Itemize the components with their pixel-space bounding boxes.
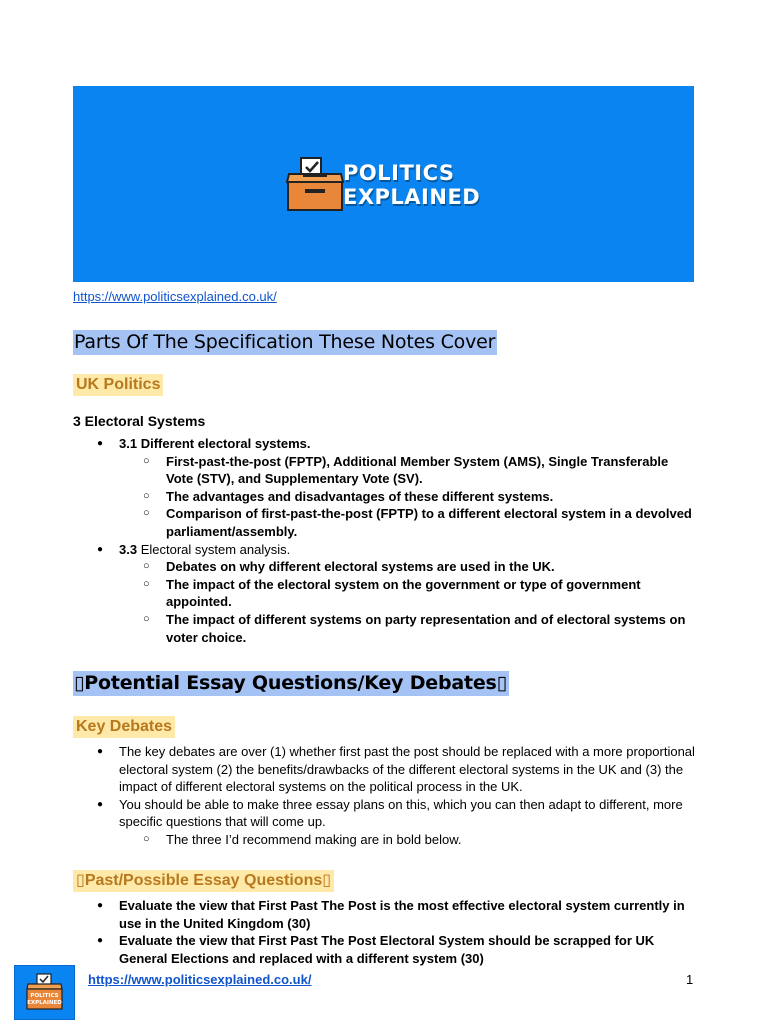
list-item: ● The key debates are over (1) whether first past the post should be replaced with a more proportional electoral system (2) the benefits/drawbacks of the different electoral systems in the UK and (3) the impact of different electoral systems on the political process in the UK.: [73, 743, 703, 796]
list-item: ● Evaluate the view that First Past The Post Electoral System should be scrapped for UK General Elections and replaced with a different system (30): [73, 932, 693, 967]
svg-text:POLITICS: POLITICS: [30, 993, 59, 999]
key-debates-subheading: Key Debates: [73, 716, 175, 738]
brand-logo: [343, 161, 480, 209]
list-item: ● Evaluate the view that First Past The Post is the most effective electoral system currently in use in the United Kingdom (30): [73, 897, 693, 932]
svg-text:EXPLAINED: EXPLAINED: [27, 1000, 62, 1006]
spec-heading: Parts Of The Specification These Notes Cover: [74, 331, 496, 353]
essay-questions-list: [73, 897, 693, 967]
top-website-link[interactable]: https://www.politicsexplained.co.uk/: [73, 289, 277, 304]
footer-website-link[interactable]: https://www.politicsexplained.co.uk/: [88, 972, 312, 987]
ballot-box-icon: [285, 156, 345, 212]
list-item: ○ The three I’d recommend making are in bold below.: [73, 831, 703, 849]
list-item: ○ The impact of different systems on party representation and of electoral systems on voter choice.: [73, 611, 693, 646]
list-item: ○ Comparison of first-past-the-post (FPTP) to a different electoral system in a devolved parliament/assembly.: [73, 505, 693, 540]
logo-line-1: POLITICS: [343, 161, 455, 185]
list-item: ● You should be able to make three essay plans on this, which you can then adapt to different, more specific questions that will come up.: [73, 796, 703, 831]
footer-logo: [14, 965, 75, 1020]
list-item: ● 3.1 Different electoral systems.: [73, 435, 693, 453]
essay-heading: ▯Potential Essay Questions/Key Debates▯: [74, 672, 507, 694]
section-title: 3 Electoral Systems: [73, 413, 206, 429]
uk-politics-subheading: UK Politics: [73, 374, 163, 396]
header-banner: [73, 86, 694, 282]
logo-line-2: EXPLAINED: [343, 185, 481, 209]
key-debates-list: [73, 743, 703, 849]
spec-list: [73, 435, 693, 646]
ballot-box-icon: [15, 966, 74, 1019]
list-item: ● 3.3 Electoral system analysis.: [73, 541, 693, 559]
past-questions-subheading: ▯Past/Possible Essay Questions▯: [73, 870, 334, 892]
page-number: 1: [686, 972, 694, 987]
list-item: ○ The impact of the electoral system on the government or type of government appointed.: [73, 576, 693, 611]
list-item: ○ The advantages and disadvantages of these different systems.: [73, 488, 693, 506]
list-item: ○ First-past-the-post (FPTP), Additional Member System (AMS), Single Transferable Vote (STV), and Supplementary Vote (SV).: [73, 453, 693, 488]
list-item: ○ Debates on why different electoral systems are used in the UK.: [73, 558, 693, 576]
